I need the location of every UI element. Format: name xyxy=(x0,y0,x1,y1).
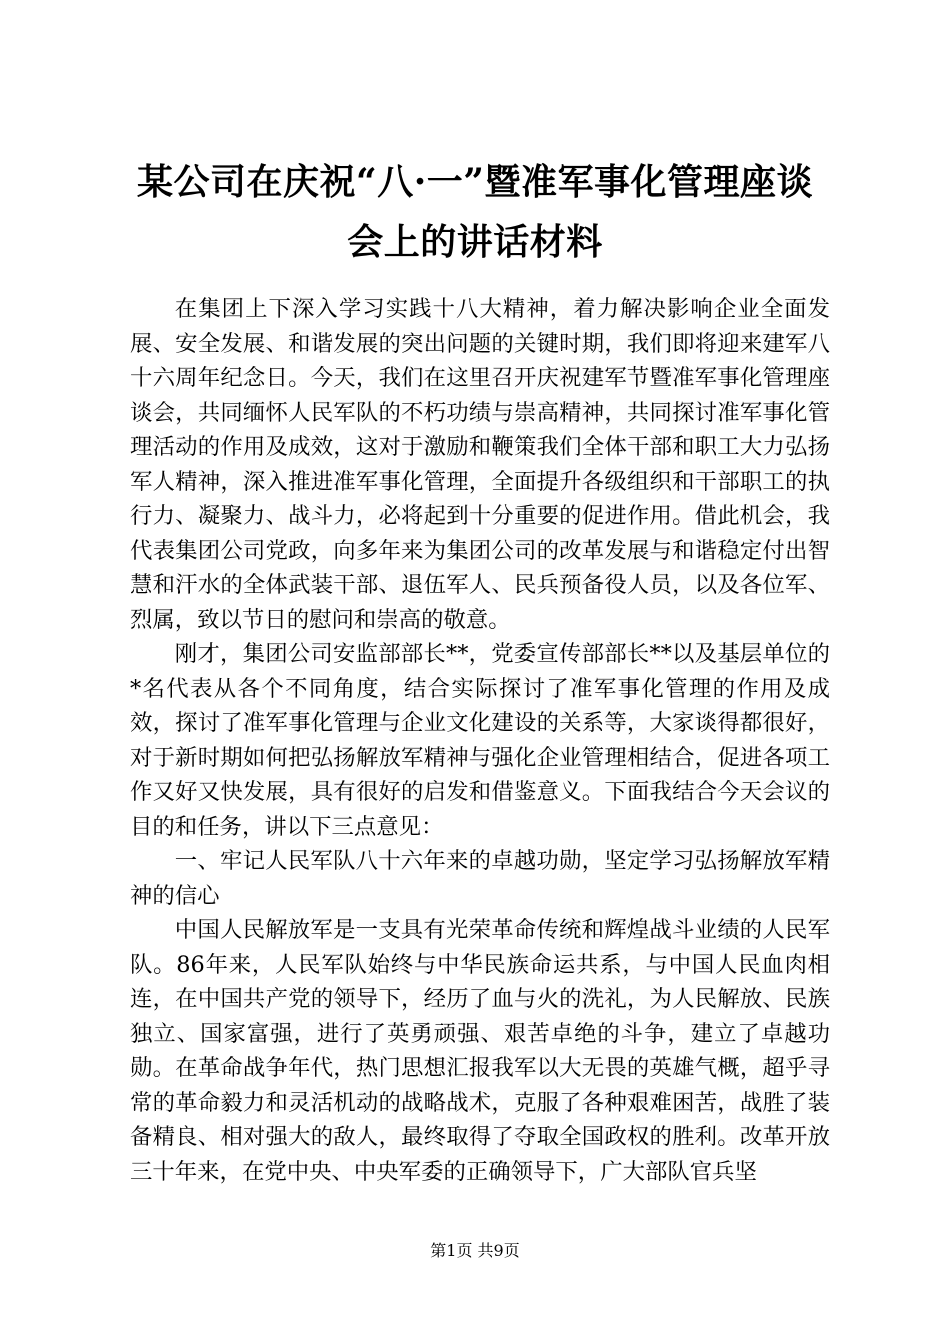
paragraph-review: 刚才，集团公司安监部部长**，党委宣传部部长**以及基层单位的*名代表从各个不同角度，结合实际探讨了准军事化管理的作用及成效，探讨了准军事化管理与企业文化建设的关系等，大家谈得都很好，对于新时期如何把弘扬解放军精神与强化企业管理相结合，促进各项工作又好又快发展，具有很好的启发和借鉴意义。下面我结合今天会议的目的和任务，讲以下三点意见： xyxy=(130,641,830,840)
document-title-line-2: 会上的讲话材料 xyxy=(347,221,603,263)
section-heading-1: 一、牢记人民军队八十六年来的卓越功勋，坚定学习弘扬解放军精神的信心 xyxy=(130,848,830,909)
document-title-line-1: 某公司在庆祝“八·一”暨准军事化管理座谈 xyxy=(137,161,813,203)
document-body xyxy=(130,292,830,1189)
paragraph-pla-history: 中国人民解放军是一支具有光荣革命传统和辉煌战斗业绩的人民军队。86年来，人民军队始终与中华民族命运共系，与中国人民血肉相连，在中国共产党的领导下，经历了血与火的洗礼，为人民解放、民族独立、国家富强，进行了英勇顽强、艰苦卓绝的斗争，建立了卓越功勋。在革命战争年代，热门思想汇报我军以大无畏的英雄气概，超乎寻常的革命毅力和灵活机动的战略战术，克服了各种艰难困苦，战胜了装备精良、相对强大的敌人，最终取得了夺取全国政权的胜利。改革开放三十年来，在党中央、中央军委的正确领导下，广大部队官兵坚 xyxy=(130,917,830,1185)
page-number-footer: 第1页 共9页 xyxy=(430,1241,520,1260)
paragraph-intro: 在集团上下深入学习实践十八大精神，着力解决影响企业全面发展、安全发展、和谐发展的突出问题的关键时期，我们即将迎来建军八十六周年纪念日。今天，我们在这里召开庆祝建军节暨准军事化管理座谈会，共同缅怀人民军队的不朽功绩与崇高精神，共同探讨准军事化管理活动的作用及成效，这对于激励和鞭策我们全体干部和职工大力弘扬军人精神，深入推进准军事化管理，全面提升各级组织和干部职工的执行力、凝聚力、战斗力，必将起到十分重要的促进作用。借此机会，我代表集团公司党政，向多年来为集团公司的改革发展与和谐稳定付出智慧和汗水的全体武装干部、退伍军人、民兵预备役人员，以及各位军、烈属，致以节日的慰问和崇高的敬意。 xyxy=(130,296,830,633)
